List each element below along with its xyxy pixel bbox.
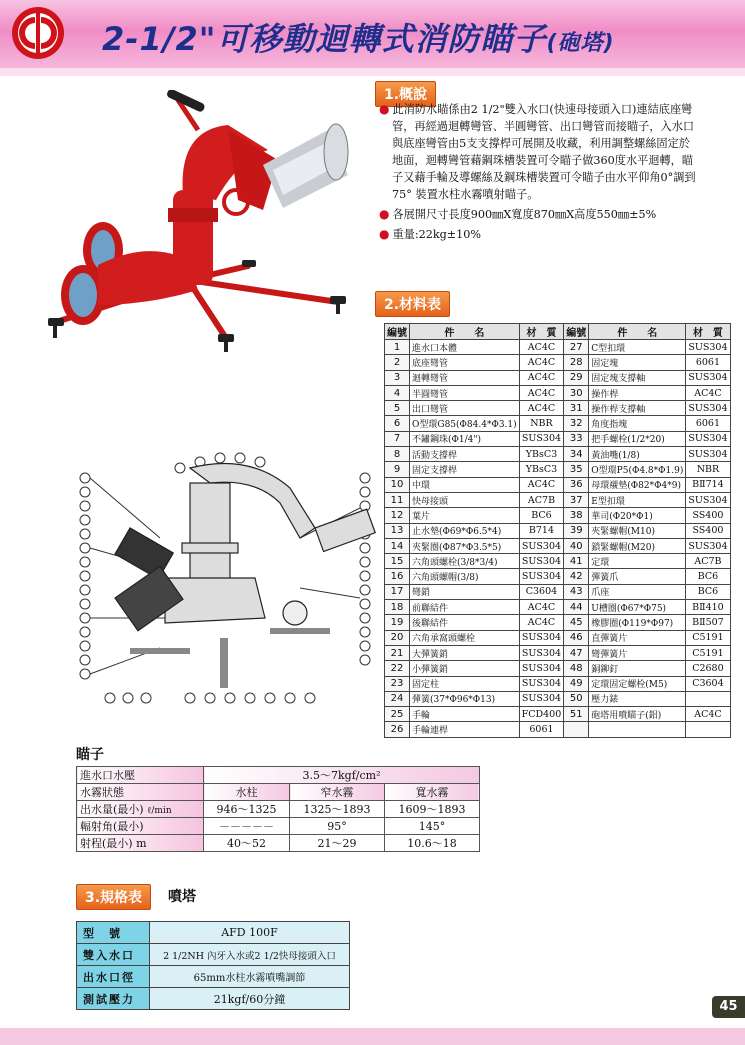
item-name: 大彈簧銷	[410, 645, 520, 660]
item-name: O型環P5(Φ4.8*Φ1.9)	[589, 462, 686, 477]
item-number: 33	[564, 431, 589, 446]
item-number: 11	[385, 492, 410, 507]
overview-bullet-1: ● 此消防水瞄係由2 1/2"雙入水口(快速母接頭入口)連結底座彎管，再經過迴轉彎管、半圓彎管、出口彎管而接瞄子，入水口與底座彎管由5支支撐桿可展開及收藏，利用調整螺絲固定於地面，迴轉彎管藉鋼珠槽裝置可令瞄子做360度水平迴轉，瞄子又藉手輪及導螺絲及鋼珠槽裝置可令瞄子由水平仰角0°調到75° 裝置水柱水霧噴射瞄子。	[379, 102, 696, 201]
item-name: 夾緊螺帽(M10)	[589, 523, 686, 538]
item-material: SUS304	[686, 340, 730, 355]
item-material: SUS304	[686, 492, 730, 507]
item-name: 操作桿	[589, 385, 686, 400]
nozzle-spec-table	[76, 766, 480, 852]
item-name: 鎖緊螺帽(M20)	[589, 538, 686, 553]
item-name: 迴轉彎管	[410, 370, 520, 385]
item-material: SUS304	[519, 538, 564, 553]
item-number: 20	[385, 630, 410, 645]
item-number: 14	[385, 538, 410, 553]
title-main: 2-1/2"可移動迴轉式消防瞄子	[102, 20, 547, 58]
item-number: 45	[564, 615, 589, 630]
value-outlet: 65mm水柱水霧噴嘴調節	[150, 966, 350, 988]
item-material: AC7B	[686, 554, 730, 569]
item-number: 22	[385, 661, 410, 676]
state-wide-fog: 寬水霧	[384, 784, 479, 801]
item-name: 壓力錶	[589, 691, 686, 706]
label-model: 型 號	[77, 922, 150, 944]
col-no-2: 編號	[564, 324, 589, 340]
item-number: 50	[564, 691, 589, 706]
item-number: 8	[385, 447, 410, 462]
label-angle: 輻射角(最小)	[77, 818, 204, 835]
item-name: 中環	[410, 477, 520, 492]
item-number: 19	[385, 615, 410, 630]
item-material: C5191	[686, 630, 730, 645]
materials-row	[385, 431, 731, 446]
item-material	[686, 722, 730, 737]
item-number	[564, 722, 589, 737]
item-name: 彎銷	[410, 584, 520, 599]
label-inlet-pressure: 進水口水壓	[77, 767, 204, 784]
item-material: AC4C	[686, 707, 730, 722]
item-material: SUS304	[686, 431, 730, 446]
item-number: 3	[385, 370, 410, 385]
spec-row-inlet	[77, 944, 350, 966]
item-name: 把手螺栓(1/2*20)	[589, 431, 686, 446]
item-material: SS400	[686, 508, 730, 523]
materials-row	[385, 615, 731, 630]
product-photo	[38, 90, 368, 352]
item-name: 黃油嘴(1/8)	[589, 447, 686, 462]
item-name: 母環襯墊(Φ82*Φ4*9)	[589, 477, 686, 492]
item-material: AC4C	[519, 340, 564, 355]
item-material: AC4C	[519, 370, 564, 385]
item-name: 底座彎管	[410, 355, 520, 370]
item-name: 直彈簧片	[589, 630, 686, 645]
overview-bullet-3: ● 重量:22kg±10%	[379, 227, 482, 241]
item-material: SUS304	[686, 447, 730, 462]
item-number: 9	[385, 462, 410, 477]
page-footer-band	[0, 1028, 745, 1045]
item-name: 小彈簧銷	[410, 661, 520, 676]
item-number: 13	[385, 523, 410, 538]
materials-row	[385, 584, 731, 599]
nozzle-row-pressure	[77, 767, 480, 784]
item-name: 固定柱	[410, 676, 520, 691]
item-name: 彈簧(37*Φ96*Φ13)	[410, 691, 520, 706]
flow-unit: ℓ/min	[147, 806, 172, 816]
item-name: 橡膠圈(Φ119*Φ97)	[589, 615, 686, 630]
label-state: 水霧狀態	[77, 784, 204, 801]
item-name: 半圓彎管	[410, 385, 520, 400]
item-number: 34	[564, 447, 589, 462]
item-number: 7	[385, 431, 410, 446]
materials-row	[385, 447, 731, 462]
materials-row	[385, 523, 731, 538]
label-flow: 出水量(最小) ℓ/min	[77, 801, 204, 818]
item-name: 前聯結件	[410, 600, 520, 615]
item-name: 手輪連桿	[410, 722, 520, 737]
materials-row	[385, 707, 731, 722]
label-range: 射程(最小) m	[77, 835, 204, 852]
materials-row	[385, 492, 731, 507]
item-name: 彈簧爪	[589, 569, 686, 584]
item-number: 36	[564, 477, 589, 492]
materials-row	[385, 569, 731, 584]
item-number: 37	[564, 492, 589, 507]
item-name: 止水墊(Φ69*Φ6.5*4)	[410, 523, 520, 538]
item-material: BC6	[686, 569, 730, 584]
angle-narrow: 95°	[290, 818, 385, 835]
col-material-2: 材 質	[686, 324, 730, 340]
item-name: 銅鉚釘	[589, 661, 686, 676]
item-material: C3604	[686, 676, 730, 691]
item-number: 40	[564, 538, 589, 553]
materials-row	[385, 600, 731, 615]
item-material: SUS304	[519, 554, 564, 569]
materials-row	[385, 645, 731, 660]
item-material: BC6	[686, 584, 730, 599]
item-material: BC6	[519, 508, 564, 523]
section-tag-materials: 2.材料表	[375, 291, 450, 317]
item-number: 35	[564, 462, 589, 477]
item-name: 六角承窩頭螺栓	[410, 630, 520, 645]
item-number: 46	[564, 630, 589, 645]
item-material: BⅡ410	[686, 600, 730, 615]
item-name: 活動支撐桿	[410, 447, 520, 462]
materials-row	[385, 538, 731, 553]
materials-row	[385, 508, 731, 523]
item-number: 26	[385, 722, 410, 737]
item-material: AC4C	[519, 615, 564, 630]
item-number: 18	[385, 600, 410, 615]
item-material: C2680	[686, 661, 730, 676]
company-logo	[10, 5, 66, 61]
materials-row	[385, 722, 731, 737]
item-number: 21	[385, 645, 410, 660]
item-number: 41	[564, 554, 589, 569]
item-material: SUS304	[686, 401, 730, 416]
item-name: C型扣環	[589, 340, 686, 355]
nozzle-row-angle	[77, 818, 480, 835]
item-name	[589, 722, 686, 737]
item-number: 39	[564, 523, 589, 538]
item-material: SUS304	[519, 569, 564, 584]
item-number: 47	[564, 645, 589, 660]
value-inlet-pressure: 3.5～7kgf/cm²	[204, 767, 480, 784]
materials-row	[385, 661, 731, 676]
item-number: 5	[385, 401, 410, 416]
item-name: 出口彎管	[410, 401, 520, 416]
item-material	[686, 691, 730, 706]
range-wide: 10.6～18	[384, 835, 479, 852]
item-number: 15	[385, 554, 410, 569]
col-name-2: 件 名	[589, 324, 686, 340]
item-material: 6061	[686, 355, 730, 370]
item-name: 快母接頭	[410, 492, 520, 507]
item-name: 固定塊支撐軸	[589, 370, 686, 385]
nozzle-heading: 瞄子	[76, 747, 104, 763]
item-material: 6061	[519, 722, 564, 737]
item-name: 固定塊	[589, 355, 686, 370]
item-name: 爪座	[589, 584, 686, 599]
item-number: 29	[564, 370, 589, 385]
item-number: 27	[564, 340, 589, 355]
item-number: 24	[385, 691, 410, 706]
overview-bullet-2: ● 各展開尺寸長度900㎜X寬度870㎜X高度550㎜±5%	[379, 207, 657, 221]
page-title	[102, 14, 615, 60]
item-name: O型環G85(Φ84.4*Φ3.1)	[410, 416, 520, 431]
item-number: 2	[385, 355, 410, 370]
item-material: SUS304	[519, 645, 564, 660]
item-material: AC4C	[519, 385, 564, 400]
label-inlet: 雙入水口	[77, 944, 150, 966]
label-test-pressure: 測試壓力	[77, 988, 150, 1010]
item-number: 1	[385, 340, 410, 355]
item-number: 17	[385, 584, 410, 599]
item-material: NBR	[519, 416, 564, 431]
angle-straight: －－－－－	[204, 818, 290, 835]
materials-body	[385, 340, 731, 738]
item-number: 25	[385, 707, 410, 722]
exploded-drawing	[70, 448, 380, 713]
item-material: C5191	[686, 645, 730, 660]
overview-text	[379, 101, 697, 243]
materials-row	[385, 401, 731, 416]
item-name: 進水口本體	[410, 340, 520, 355]
item-material: NBR	[686, 462, 730, 477]
item-name: 手輪	[410, 707, 520, 722]
item-material: YBsC3	[519, 447, 564, 462]
state-narrow-fog: 窄水霧	[290, 784, 385, 801]
item-material: SUS304	[519, 431, 564, 446]
flow-narrow: 1325～1893	[290, 801, 385, 818]
value-test-pressure: 21kgf/60分鐘	[150, 988, 350, 1010]
materials-row	[385, 340, 731, 355]
materials-row	[385, 385, 731, 400]
item-material: 6061	[686, 416, 730, 431]
item-name: 六角頭螺帽(3/8)	[410, 569, 520, 584]
state-straight: 水柱	[204, 784, 290, 801]
item-number: 30	[564, 385, 589, 400]
tower-heading: 噴塔	[168, 889, 196, 905]
item-material: AC4C	[519, 401, 564, 416]
item-material: YBsC3	[519, 462, 564, 477]
nozzle-row-state	[77, 784, 480, 801]
materials-row	[385, 630, 731, 645]
item-material: B714	[519, 523, 564, 538]
item-number: 16	[385, 569, 410, 584]
col-no: 編號	[385, 324, 410, 340]
materials-header-row	[385, 324, 731, 340]
item-name: 砲塔用噴瞄子(鋁)	[589, 707, 686, 722]
spec-row-model	[77, 922, 350, 944]
item-material: AC4C	[519, 355, 564, 370]
item-material: AC4C	[519, 477, 564, 492]
item-name: 不鏽鋼珠(Φ1/4")	[410, 431, 520, 446]
page-number: 45	[712, 996, 745, 1018]
item-material: SS400	[686, 523, 730, 538]
item-material: BⅡ714	[686, 477, 730, 492]
item-material: AC4C	[686, 385, 730, 400]
spec-row-outlet	[77, 966, 350, 988]
item-name: 夾緊圈(Φ87*Φ3.5*5)	[410, 538, 520, 553]
item-name: 操作桿支撐軸	[589, 401, 686, 416]
nozzle-row-flow	[77, 801, 480, 818]
item-name: 後聯結件	[410, 615, 520, 630]
item-number: 23	[385, 676, 410, 691]
item-name: 六角頭螺栓(3/8*3/4)	[410, 554, 520, 569]
label-outlet: 出水口徑	[77, 966, 150, 988]
value-inlet: 2 1/2NH 內牙入水或2 1/2快母接頭入口	[150, 944, 350, 966]
materials-row	[385, 355, 731, 370]
item-material: FCD400	[519, 707, 564, 722]
item-name: 彎彈簧片	[589, 645, 686, 660]
item-name: U槽圈(Φ67*Φ75)	[589, 600, 686, 615]
item-number: 48	[564, 661, 589, 676]
item-number: 6	[385, 416, 410, 431]
item-material: SUS304	[519, 661, 564, 676]
flow-wide: 1609～1893	[384, 801, 479, 818]
item-number: 32	[564, 416, 589, 431]
item-name: 角度指塊	[589, 416, 686, 431]
item-name: 定環固定螺栓(M5)	[589, 676, 686, 691]
item-name: 葉片	[410, 508, 520, 523]
section-tag-spec: 3.規格表	[76, 884, 151, 910]
value-model: AFD 100F	[150, 922, 350, 944]
materials-row	[385, 676, 731, 691]
item-number: 51	[564, 707, 589, 722]
title-sub: (砲塔)	[546, 31, 615, 56]
item-material: SUS304	[519, 676, 564, 691]
item-number: 4	[385, 385, 410, 400]
header-band	[0, 68, 745, 76]
spec-row-test	[77, 988, 350, 1010]
item-material: AC4C	[519, 600, 564, 615]
tower-spec-table	[76, 921, 350, 1010]
item-name: 固定支撐桿	[410, 462, 520, 477]
section-tag-overview: 1.概說	[375, 81, 436, 107]
materials-row	[385, 477, 731, 492]
item-name: 定環	[589, 554, 686, 569]
item-material: SUS304	[686, 370, 730, 385]
item-material: SUS304	[519, 691, 564, 706]
flow-straight: 946～1325	[204, 801, 290, 818]
materials-row	[385, 370, 731, 385]
col-name: 件 名	[410, 324, 520, 340]
range-narrow: 21～29	[290, 835, 385, 852]
item-number: 28	[564, 355, 589, 370]
materials-row	[385, 691, 731, 706]
angle-wide: 145°	[384, 818, 479, 835]
item-number: 31	[564, 401, 589, 416]
materials-table	[384, 323, 731, 738]
item-material: BⅡ507	[686, 615, 730, 630]
item-material: AC7B	[519, 492, 564, 507]
col-material: 材 質	[519, 324, 564, 340]
item-number: 44	[564, 600, 589, 615]
range-straight: 40～52	[204, 835, 290, 852]
materials-row	[385, 554, 731, 569]
item-number: 43	[564, 584, 589, 599]
item-number: 12	[385, 508, 410, 523]
item-number: 42	[564, 569, 589, 584]
item-number: 10	[385, 477, 410, 492]
item-material: SUS304	[519, 630, 564, 645]
item-material: C3604	[519, 584, 564, 599]
materials-row	[385, 462, 731, 477]
item-number: 49	[564, 676, 589, 691]
item-material: SUS304	[686, 538, 730, 553]
item-number: 38	[564, 508, 589, 523]
item-name: 華司(Φ20*Φ1)	[589, 508, 686, 523]
item-name: E型扣環	[589, 492, 686, 507]
materials-row	[385, 416, 731, 431]
nozzle-row-range	[77, 835, 480, 852]
